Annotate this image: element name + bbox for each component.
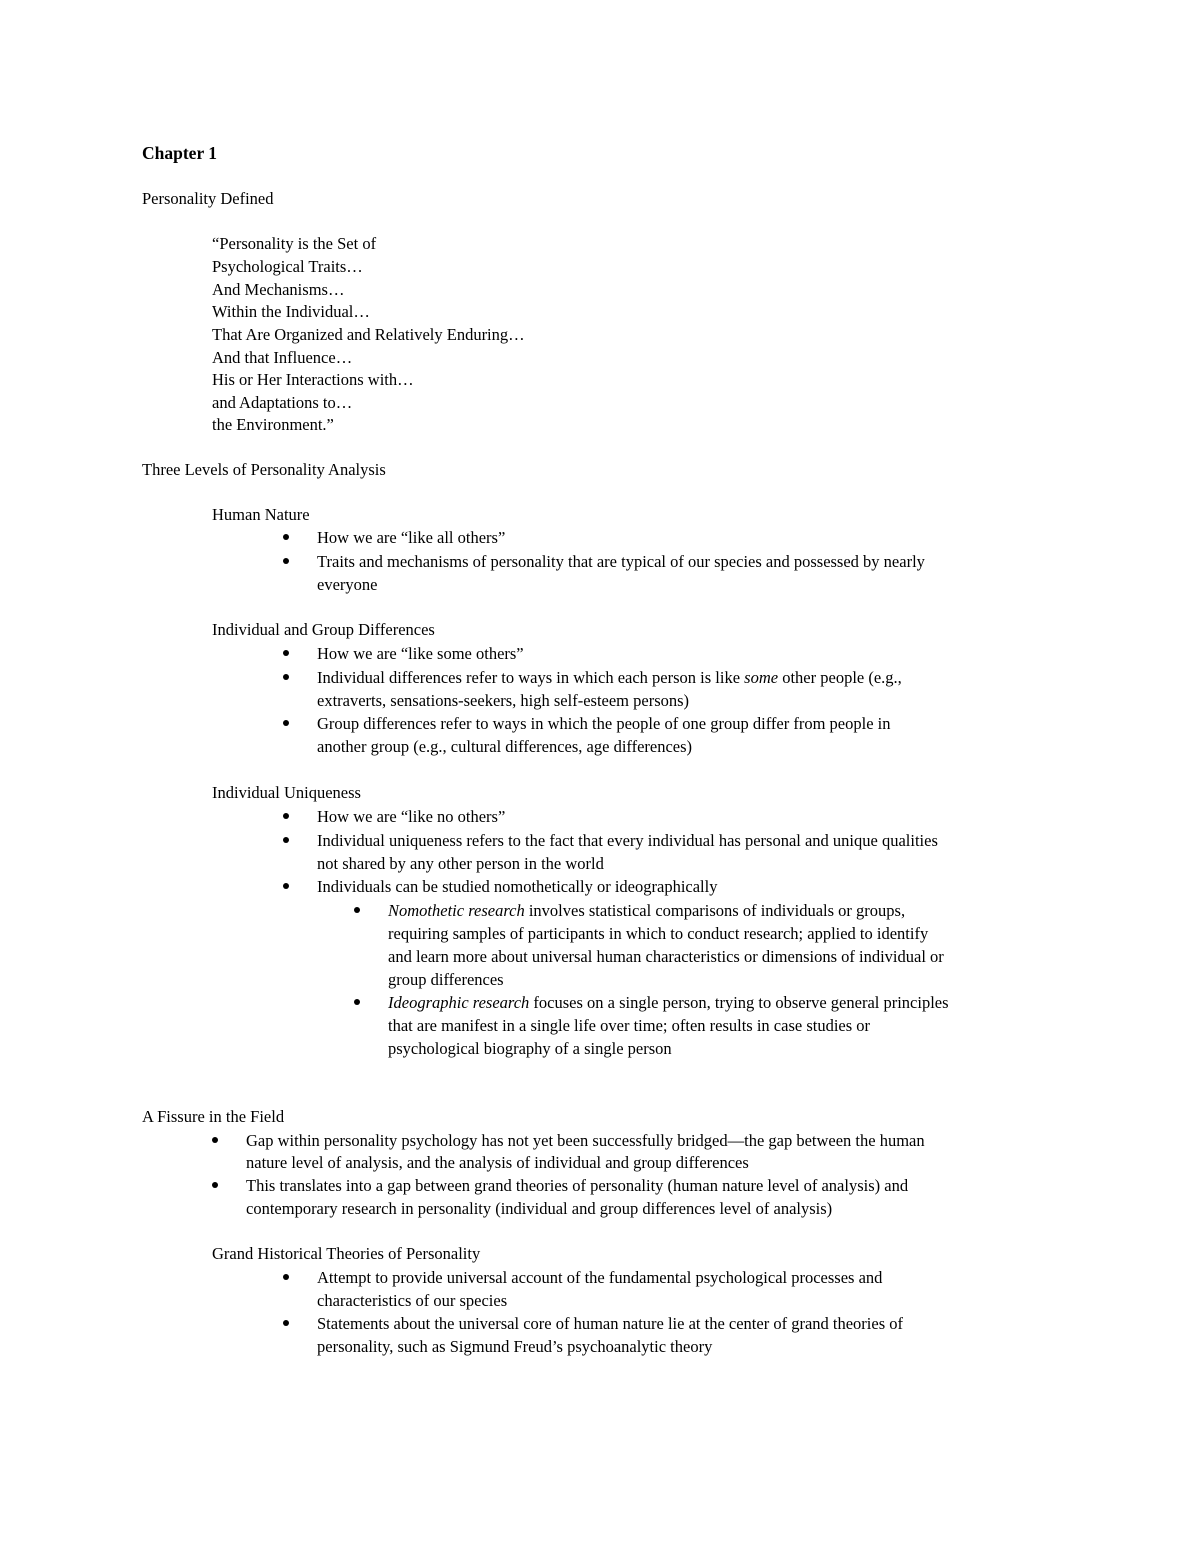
bullet-icon [212, 1182, 218, 1188]
list-item: How we are “like some others” [317, 644, 524, 663]
quote-line: That Are Organized and Relatively Enduring… [212, 325, 525, 344]
sub-list-item-continuation: and learn more about universal human characteristics or dimensions of individual or [388, 947, 944, 966]
quote-line: Within the Individual… [212, 302, 370, 321]
sub-list-item-continuation: group differences [388, 970, 504, 989]
list-item: How we are “like all others” [317, 528, 506, 547]
subsection-title-human-nature: Human Nature [212, 505, 310, 524]
bullet-icon [283, 534, 289, 540]
list-item-continuation: extraverts, sensations-seekers, high self-esteem persons) [317, 691, 690, 710]
list-item-continuation: another group (e.g., cultural differences, age differences) [317, 737, 693, 756]
quote-line: and Adaptations to… [212, 393, 353, 412]
sub-list-item [388, 991, 949, 1014]
list-item: Individual uniqueness refers to the fact that every individual has personal and unique qualities [317, 831, 938, 850]
sub-list-item [388, 899, 905, 922]
bullet-icon [283, 650, 289, 656]
bullet-icon [283, 674, 289, 680]
bullet-icon [283, 1320, 289, 1326]
list-item: Attempt to provide universal account of the fundamental psychological processes and [317, 1268, 883, 1287]
subsection-title-grand-theories: Grand Historical Theories of Personality [212, 1244, 481, 1263]
bullet-icon [283, 720, 289, 726]
list-item: Individuals can be studied nomothetically or ideographically [317, 877, 718, 896]
list-item-continuation: not shared by any other person in the world [317, 854, 604, 873]
list-item-continuation: characteristics of our species [317, 1291, 508, 1310]
bullet-icon [283, 1274, 289, 1280]
sub-list-item-continuation: psychological biography of a single person [388, 1039, 672, 1058]
list-item-continuation: everyone [317, 575, 378, 594]
section-heading-three-levels: Three Levels of Personality Analysis [142, 460, 386, 479]
emphasis-text: Nomothetic research [388, 901, 525, 920]
bullet-icon [354, 907, 360, 913]
subsection-title-group-differences: Individual and Group Differences [212, 620, 435, 639]
list-item-continuation: personality, such as Sigmund Freud’s psychoanalytic theory [317, 1337, 713, 1356]
list-item-continuation: contemporary research in personality (individual and group differences level of analysis) [246, 1199, 833, 1218]
list-item: Gap within personality psychology has not yet been successfully bridged—the gap between the human [246, 1131, 925, 1150]
bullet-icon [283, 883, 289, 889]
emphasis-text: some [744, 668, 779, 687]
bullet-icon [212, 1137, 218, 1143]
chapter-title: Chapter 1 [142, 143, 218, 163]
section-heading-personality-defined: Personality Defined [142, 189, 274, 208]
quote-line: And Mechanisms… [212, 280, 345, 299]
emphasis-text: Ideographic research [388, 993, 530, 1012]
section-heading-fissure: A Fissure in the Field [142, 1107, 285, 1126]
quote-line: Psychological Traits… [212, 257, 363, 276]
text-run: other people (e.g., [778, 668, 902, 687]
list-item-continuation: nature level of analysis, and the analysis of individual and group differences [246, 1153, 749, 1172]
quote-line: His or Her Interactions with… [212, 370, 414, 389]
list-item: Group differences refer to ways in which the people of one group differ from people in [317, 714, 891, 733]
list-item: How we are “like no others” [317, 807, 506, 826]
text-run: focuses on a single person, trying to observe general principles [529, 993, 949, 1012]
bullet-icon [283, 837, 289, 843]
subsection-title-uniqueness: Individual Uniqueness [212, 783, 361, 802]
text-run: Individual differences refer to ways in which each person is like [317, 668, 745, 687]
sub-list-item-continuation: that are manifest in a single life over time; often results in case studies or [388, 1016, 871, 1035]
quote-line: “Personality is the Set of [212, 234, 377, 253]
list-item: Traits and mechanisms of personality that are typical of our species and possessed by nearly [317, 552, 925, 571]
text-run: involves statistical comparisons of individuals or groups, [524, 901, 906, 920]
bullet-icon [283, 813, 289, 819]
quote-line: the Environment.” [212, 415, 334, 434]
list-item: This translates into a gap between grand theories of personality (human nature level of analysis) and [246, 1176, 909, 1195]
list-item [317, 666, 902, 689]
bullet-icon [283, 558, 289, 564]
quote-line: And that Influence… [212, 348, 353, 367]
bullet-icon [354, 999, 360, 1005]
list-item: Statements about the universal core of human nature lie at the center of grand theories of [317, 1314, 903, 1333]
sub-list-item-continuation: requiring samples of participants in which to conduct research; applied to identify [388, 924, 929, 943]
